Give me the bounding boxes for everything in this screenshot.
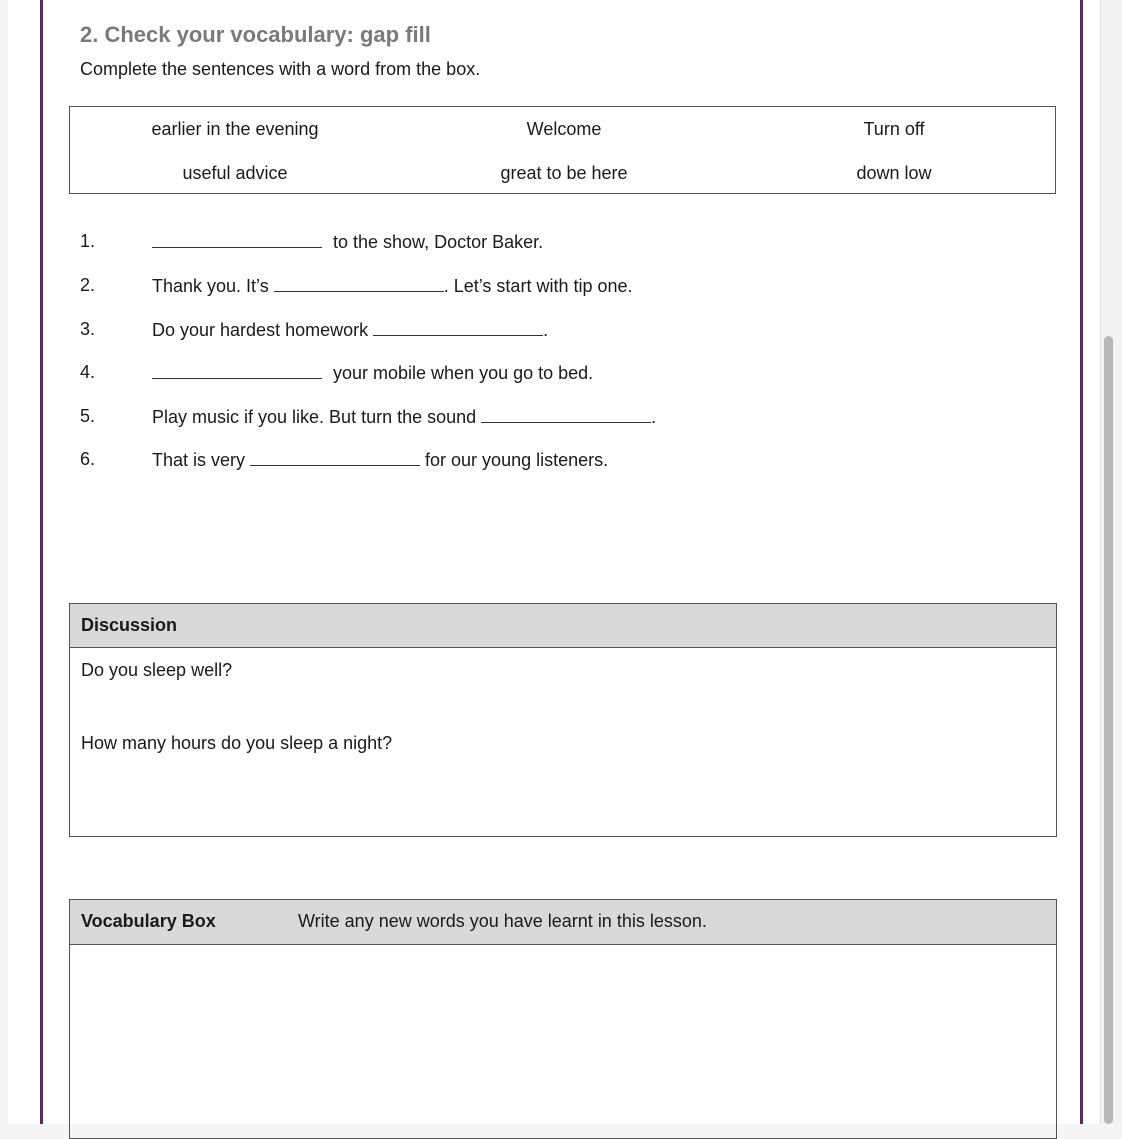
gap-blank[interactable] — [152, 231, 322, 248]
sentence-number: 6. — [80, 449, 96, 469]
word-box-item: Turn off — [863, 119, 925, 139]
word-box — [69, 106, 1056, 194]
gap-blank[interactable] — [274, 275, 444, 292]
discussion-box — [69, 603, 1057, 837]
sentence-number: 3. — [80, 319, 96, 339]
sentence-number: 2. — [80, 275, 96, 295]
sentence-after: your mobile when you go to bed. — [328, 363, 594, 383]
sentence-text — [152, 275, 633, 297]
sentence-before: Play music if you like. But turn the sound — [152, 407, 482, 427]
sentence-text — [152, 362, 593, 384]
sentence-number: 1. — [80, 231, 96, 251]
vocabulary-box — [69, 899, 1057, 1139]
gap-blank[interactable] — [152, 362, 322, 379]
vocabulary-writing-area[interactable] — [70, 945, 1056, 1135]
exercise-title: 2. Check your vocabulary: gap fill — [80, 22, 431, 47]
word-box-item: earlier in the evening — [151, 119, 319, 139]
sentence-number: 5. — [80, 406, 96, 426]
discussion-title: Discussion — [81, 615, 178, 635]
page-border-left — [40, 0, 43, 1124]
discussion-header — [70, 604, 1056, 648]
sentence-after: . — [543, 320, 549, 340]
sentence-after: . Let’s start with tip one. — [443, 276, 633, 296]
gap-blank[interactable] — [481, 406, 651, 423]
sentence-text — [152, 449, 608, 471]
sentence-before: Do your hardest homework — [152, 320, 374, 340]
word-box-item: great to be here — [500, 163, 628, 183]
sentence-text — [152, 406, 656, 428]
word-box-item: useful advice — [182, 163, 288, 183]
exercise-instruction: Complete the sentences with a word from the box. — [80, 59, 481, 79]
word-box-item: Welcome — [526, 119, 602, 139]
sentence-text — [152, 231, 543, 253]
word-box-item: down low — [856, 163, 932, 183]
gap-blank[interactable] — [373, 319, 543, 336]
sentence-before: That is very — [152, 450, 251, 470]
sentence-text — [152, 319, 548, 341]
sentence-number: 4. — [80, 362, 96, 382]
sentence-after: . — [651, 407, 657, 427]
sentence-after: to the show, Doctor Baker. — [328, 232, 544, 252]
sentence-before: Thank you. It’s — [152, 276, 274, 296]
discussion-question: How many hours do you sleep a night? — [81, 733, 393, 753]
scrollbar-thumb[interactable] — [1104, 336, 1113, 1124]
vocabulary-note: Write any new words you have learnt in this lesson. — [298, 911, 707, 931]
discussion-question: Do you sleep well? — [81, 660, 233, 680]
vocabulary-header — [70, 900, 1056, 945]
gap-blank[interactable] — [250, 449, 420, 466]
vocabulary-title: Vocabulary Box — [81, 911, 216, 931]
page-border-right — [1080, 0, 1083, 1124]
sentence-after: for our young listeners. — [420, 450, 609, 470]
